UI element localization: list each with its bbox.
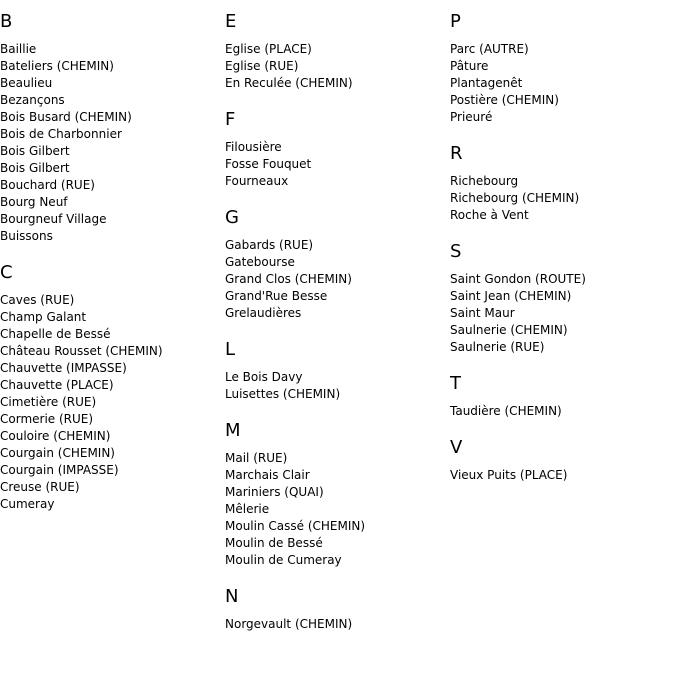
street-link[interactable]: Caves (RUE) (0, 293, 75, 307)
street-link[interactable]: Grand'Rue Besse (225, 289, 328, 303)
letter-heading: M (225, 420, 241, 441)
street-link[interactable]: Mêlerie (225, 502, 270, 516)
street-link[interactable]: Vieux Puits (PLACE) (450, 468, 568, 482)
street-link[interactable]: Mariniers (QUAI) (225, 485, 324, 499)
letter-heading: S (450, 241, 462, 262)
street-link[interactable]: Eglise (PLACE) (225, 42, 312, 56)
letter-heading: C (0, 262, 13, 283)
street-list (225, 450, 450, 569)
letter-heading: V (450, 437, 463, 458)
letter-group-p (450, 11, 675, 126)
street-link[interactable]: Luisettes (CHEMIN) (225, 387, 341, 401)
street-link[interactable]: Grand Clos (CHEMIN) (225, 272, 352, 286)
street-link[interactable]: En Reculée (CHEMIN) (225, 76, 353, 90)
street-list (450, 271, 675, 356)
letter-heading: L (225, 339, 236, 360)
street-link[interactable]: Saulnerie (RUE) (450, 340, 545, 354)
street-link[interactable]: Courgain (IMPASSE) (0, 463, 119, 477)
street-link[interactable]: Beaulieu (0, 76, 53, 90)
street-link[interactable]: Bois Busard (CHEMIN) (0, 110, 132, 124)
street-list (0, 41, 225, 245)
letter-group-v (450, 437, 675, 484)
street-link[interactable]: Eglise (RUE) (225, 59, 299, 73)
street-list (0, 292, 225, 513)
letter-heading: G (225, 207, 239, 228)
directory-column (0, 11, 225, 530)
letter-heading: R (450, 143, 463, 164)
street-list (225, 369, 450, 403)
street-link[interactable]: Moulin Cassé (CHEMIN) (225, 519, 366, 533)
street-link[interactable]: Saint Maur (450, 306, 515, 320)
street-link[interactable]: Prieuré (450, 110, 493, 124)
street-link[interactable]: Gabards (RUE) (225, 238, 314, 252)
letter-group-n (225, 586, 450, 633)
street-link[interactable]: Bois Gilbert (0, 144, 70, 158)
street-link[interactable]: Cumeray (0, 497, 55, 511)
letter-group-c (0, 262, 225, 513)
street-link[interactable]: Chauvette (PLACE) (0, 378, 114, 392)
street-link[interactable]: Chauvette (IMPASSE) (0, 361, 127, 375)
street-link[interactable]: Grelaudières (225, 306, 302, 320)
street-link[interactable]: Cormerie (RUE) (0, 412, 94, 426)
street-link[interactable]: Parc (AUTRE) (450, 42, 529, 56)
letter-heading: P (450, 11, 461, 32)
street-link[interactable]: Courgain (CHEMIN) (0, 446, 115, 460)
street-list (450, 173, 675, 224)
street-link[interactable]: Bezançons (0, 93, 65, 107)
letter-heading: T (450, 373, 461, 394)
street-link[interactable]: Mail (RUE) (225, 451, 288, 465)
street-list (225, 616, 450, 633)
street-link[interactable]: Pâture (450, 59, 489, 73)
street-link[interactable]: Couloire (CHEMIN) (0, 429, 111, 443)
street-list (225, 139, 450, 190)
letter-heading: F (225, 109, 236, 130)
directory-column (225, 11, 450, 650)
street-list (450, 467, 675, 484)
street-link[interactable]: Château Rousset (CHEMIN) (0, 344, 163, 358)
letter-group-l (225, 339, 450, 403)
street-link[interactable]: Fosse Fouquet (225, 157, 312, 171)
street-link[interactable]: Moulin de Bessé (225, 536, 323, 550)
street-link[interactable]: Norgevault (CHEMIN) (225, 617, 353, 631)
letter-heading: N (225, 586, 239, 607)
street-link[interactable]: Richebourg (CHEMIN) (450, 191, 580, 205)
letter-group-f (225, 109, 450, 190)
letter-group-m (225, 420, 450, 569)
street-list (225, 237, 450, 322)
street-link[interactable]: Bois de Charbonnier (0, 127, 122, 141)
street-list (450, 403, 675, 420)
street-link[interactable]: Gatebourse (225, 255, 295, 269)
street-link[interactable]: Postière (CHEMIN) (450, 93, 559, 107)
street-link[interactable]: Filousière (225, 140, 282, 154)
street-link[interactable]: Buissons (0, 229, 53, 243)
street-link[interactable]: Taudière (CHEMIN) (450, 404, 562, 418)
street-link[interactable]: Marchais Clair (225, 468, 310, 482)
street-link[interactable]: Moulin de Cumeray (225, 553, 342, 567)
street-link[interactable]: Creuse (RUE) (0, 480, 80, 494)
street-link[interactable]: Bouchard (RUE) (0, 178, 95, 192)
street-link[interactable]: Le Bois Davy (225, 370, 303, 384)
street-link[interactable]: Baillie (0, 42, 37, 56)
street-link[interactable]: Chapelle de Bessé (0, 327, 111, 341)
directory-column (450, 11, 675, 501)
letter-group-g (225, 207, 450, 322)
street-link[interactable]: Saulnerie (CHEMIN) (450, 323, 568, 337)
letter-heading: E (225, 11, 237, 32)
street-link[interactable]: Richebourg (450, 174, 519, 188)
street-link[interactable]: Fourneaux (225, 174, 289, 188)
street-link[interactable]: Bois Gilbert (0, 161, 70, 175)
street-link[interactable]: Champ Galant (0, 310, 87, 324)
street-link[interactable]: Plantagenêt (450, 76, 523, 90)
street-link[interactable]: Roche à Vent (450, 208, 529, 222)
street-list (225, 41, 450, 92)
street-link[interactable]: Saint Jean (CHEMIN) (450, 289, 572, 303)
letter-group-s (450, 241, 675, 356)
letter-group-e (225, 11, 450, 92)
street-link[interactable]: Bourg Neuf (0, 195, 68, 209)
street-list (450, 41, 675, 126)
letter-group-t (450, 373, 675, 420)
letter-group-b (0, 11, 225, 245)
letter-heading: B (0, 11, 13, 32)
street-link[interactable]: Cimetière (RUE) (0, 395, 97, 409)
street-link[interactable]: Bourgneuf Village (0, 212, 107, 226)
street-link[interactable]: Saint Gondon (ROUTE) (450, 272, 586, 286)
street-link[interactable]: Bateliers (CHEMIN) (0, 59, 114, 73)
letter-group-r (450, 143, 675, 224)
